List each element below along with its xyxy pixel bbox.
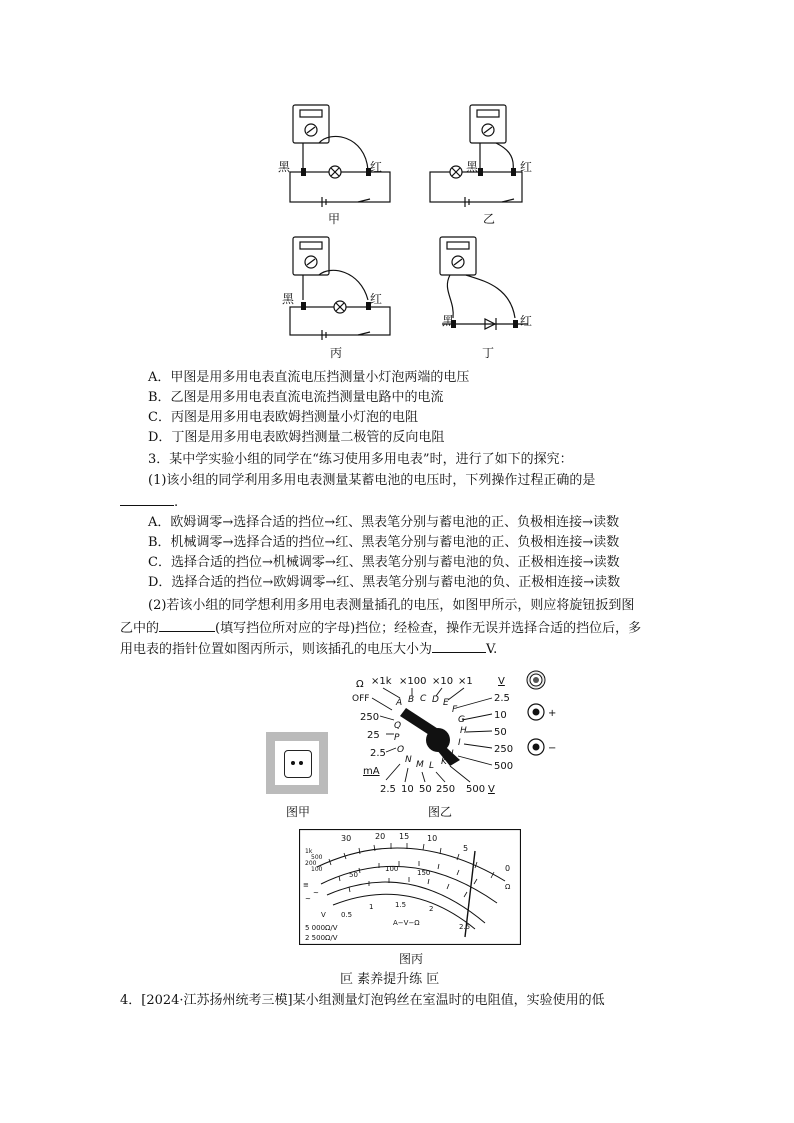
q2-option-d: D．丁图是用多用电表欧姆挡测量二极管的反向电阻: [148, 430, 445, 445]
circuit-ding-black-label: 黑: [442, 314, 455, 328]
meter-dc-symbol: ≡: [303, 881, 309, 889]
dial-omega-label: Ω: [356, 679, 364, 690]
dial-ma-label: mA: [363, 766, 380, 777]
dial-left-250: 250: [360, 712, 380, 723]
q3-part2-line3: 用电表的指针位置如图丙所示，则该插孔的电压大小为 V.: [120, 638, 497, 660]
meter-face: [299, 829, 521, 945]
circuit-jia-black-label: 黑: [278, 160, 291, 174]
q3-option-c: C．选择合适的挡位→机械调零→红、黑表笔分别与蓄电池的负、正极相连接→读数: [148, 555, 620, 570]
meter-top-5: 5: [463, 844, 469, 853]
q2-option-a: A．甲图是用多用电表直流电压挡测量小灯泡两端的电压: [148, 370, 470, 385]
svg-text:F: F: [452, 705, 458, 715]
q2-option-b: B．乙图是用多用电表直流电流挡测量电路中的电流: [148, 390, 444, 405]
meter-inner-2: 2: [429, 905, 434, 913]
circuit-jia-caption: 甲: [328, 212, 341, 226]
svg-text:L: L: [429, 761, 435, 771]
dial-right-500: 500: [494, 761, 514, 772]
dial-off-label: OFF: [352, 694, 370, 704]
figure-yi-caption: 图乙: [428, 805, 453, 819]
figure-bing-caption: 图丙: [399, 952, 424, 966]
dial-bottom-50: 50: [419, 784, 432, 795]
terminal-top: [527, 671, 545, 689]
terminal-minus: [528, 739, 544, 755]
dial-range-x10: ×10: [432, 676, 454, 687]
terminal-plus: [528, 704, 544, 720]
dial-top-v-label: V: [498, 676, 505, 687]
q3-part2-line2: 乙中的 (填写挡位所对应的字母)挡位；经检查，操作无误并选择合适的挡位后，多: [120, 617, 641, 639]
circuit-bing-caption: 丙: [330, 346, 343, 360]
circuit-ding-red-label: 红: [520, 314, 533, 328]
q3-part2-line1: (2)若该小组的同学想利用多用电表测量插孔的电压，如图甲所示，则应将旋钮扳到图: [148, 598, 635, 613]
meter-left-100: 100: [311, 866, 323, 873]
meter-inner-1: 1: [369, 903, 374, 911]
meter-center-label: A−V−Ω: [393, 919, 420, 927]
meter-top-30: 30: [341, 834, 352, 843]
svg-text:G: G: [458, 715, 465, 725]
svg-text:A: A: [396, 698, 403, 708]
meter-ac-symbol-1: ~: [305, 895, 311, 903]
svg-text:N: N: [405, 755, 412, 765]
meter-top-20: 20: [375, 832, 386, 841]
dial-left-2-5: 2.5: [370, 748, 386, 759]
dial-bottom-2-5: 2.5: [380, 784, 396, 795]
dial-bottom-500: 500: [466, 784, 486, 795]
socket-figure: [266, 732, 328, 794]
dial-bottom-250: 250: [436, 784, 456, 795]
svg-text:P: P: [394, 733, 400, 743]
meter-inner-1-5: 1.5: [395, 901, 407, 909]
svg-text:O: O: [397, 745, 405, 755]
q3-part1: (1)该小组的同学利用多用电表测量某蓄电池的电压时，下列操作过程正确的是: [148, 473, 596, 488]
meter-spec-2: 2 500Ω/V: [305, 934, 338, 942]
meter-top-0: 0: [505, 864, 511, 873]
meter-ohm-symbol: Ω: [505, 883, 511, 891]
meter-ac-symbol-2: ~: [313, 889, 319, 897]
dial-range-x1k: ×1k: [371, 676, 392, 687]
svg-text:E: E: [443, 698, 449, 708]
circuit-yi-caption: 乙: [483, 212, 496, 226]
circuit-yi-red-label: 红: [520, 160, 533, 174]
dial-right-250: 250: [494, 744, 514, 755]
circuit-ding-caption: 丁: [482, 346, 495, 360]
meter-left-200: 200: [305, 860, 317, 867]
dial-right-2-5: 2.5: [494, 693, 510, 704]
q2-option-c: C．丙图是用多用电表欧姆挡测量小灯泡的电阻: [148, 410, 418, 425]
dial-right-50: 50: [494, 727, 507, 738]
dial-right-10: 10: [494, 710, 507, 721]
svg-text:B: B: [408, 695, 415, 705]
meter-mid-150: 150: [417, 869, 431, 877]
terminal-plus-label: +: [548, 708, 557, 719]
svg-text:K: K: [441, 757, 447, 767]
dial-bottom-10: 10: [401, 784, 414, 795]
svg-text:C: C: [420, 694, 427, 704]
q3-option-d: D．选择合适的挡位→欧姆调零→红、黑表笔分别与蓄电池的负、正极相连接→读数: [148, 575, 621, 590]
figure-jia-caption: 图甲: [286, 805, 311, 819]
answer-blank-1[interactable]: [120, 491, 174, 506]
answer-blank-2[interactable]: [159, 617, 215, 632]
dial-bottom-v-label: V: [488, 784, 495, 795]
meter-left-1k: 1k: [305, 848, 313, 855]
circuit-bing-red-label: 红: [370, 292, 383, 306]
terminal-minus-label: −: [548, 743, 557, 754]
q3-part1-answer-line: .: [120, 491, 178, 513]
circuit-jia-red-label: 红: [370, 160, 383, 174]
q3-option-b: B．机械调零→选择合适的挡位→红、黑表笔分别与蓄电池的正、负极相连接→读数: [148, 535, 620, 550]
meter-inner-0-5: 0.5: [341, 911, 353, 919]
meter-spec-1: 5 000Ω/V: [305, 924, 338, 932]
meter-inner-v: V: [321, 911, 326, 919]
section-title: 叵 素养提升练 叵: [340, 972, 440, 987]
q3-stem: 3．某中学实验小组的同学在“练习使用多用电表”时，进行了如下的探究：: [148, 452, 573, 467]
svg-text:I: I: [458, 738, 461, 748]
meter-top-15: 15: [399, 832, 410, 841]
answer-blank-3[interactable]: [432, 638, 486, 653]
dial-left-25: 25: [367, 730, 380, 741]
svg-text:D: D: [432, 695, 439, 705]
svg-text:H: H: [460, 726, 467, 736]
circuit-figures: [270, 100, 540, 370]
meter-left-500: 500: [311, 854, 323, 861]
q4-stem: 4．[2024·江苏扬州统考三模]某小组测量灯泡钨丝在室温时的电阻值，实验使用的低: [120, 993, 605, 1008]
circuit-bing-black-label: 黑: [282, 292, 295, 306]
meter-mid-100: 100: [385, 865, 399, 873]
svg-text:M: M: [416, 760, 424, 770]
circuit-yi-black-label: 黑: [466, 160, 479, 174]
svg-text:Q: Q: [394, 721, 402, 731]
q3-option-a: A．欧姆调零→选择合适的挡位→红、黑表笔分别与蓄电池的正、负极相连接→读数: [148, 515, 620, 530]
dial-range-x100: ×100: [399, 676, 427, 687]
meter-inner-2-5: 2.5: [459, 923, 471, 931]
meter-top-10: 10: [427, 834, 438, 843]
dial-range-x1: ×1: [458, 676, 473, 687]
meter-mid-50: 50: [349, 871, 358, 879]
selector-dial: [350, 668, 570, 808]
